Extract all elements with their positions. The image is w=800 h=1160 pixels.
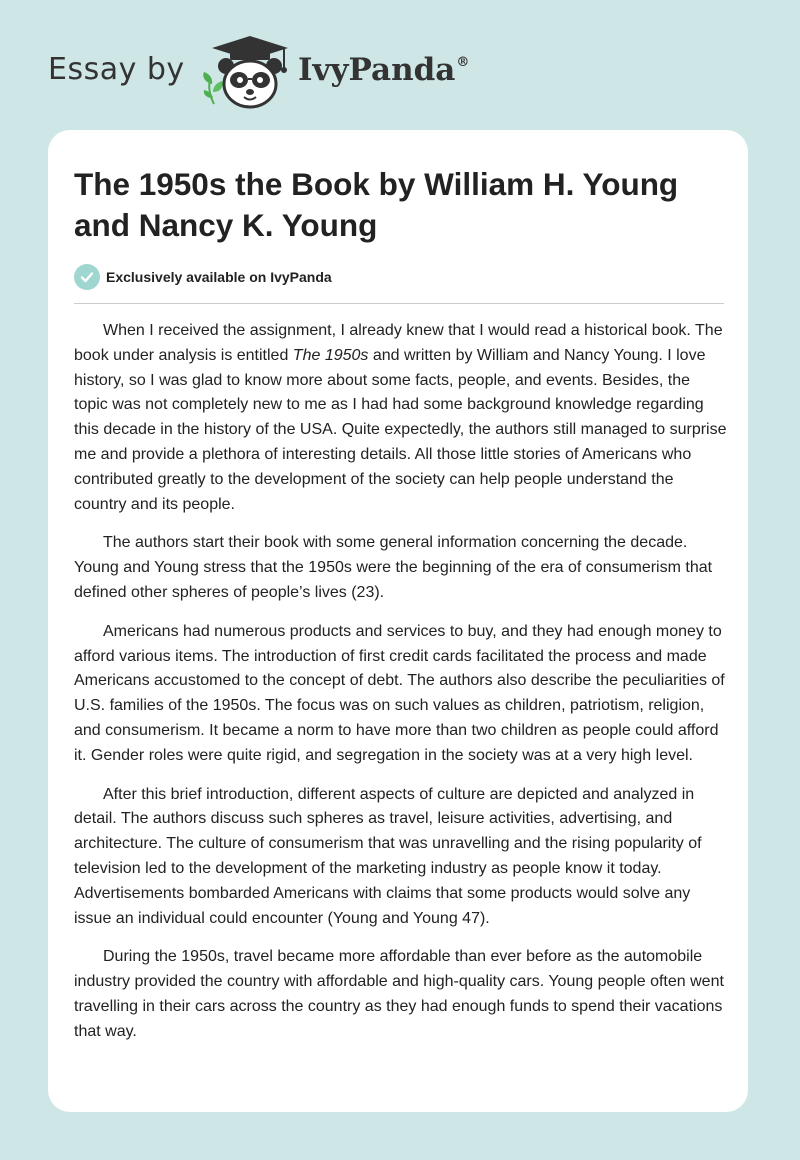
site-header xyxy=(0,0,800,120)
exclusive-badge xyxy=(74,264,332,290)
paragraph-text: When I received the assignment, I already knew that I would read a historical book. The book under analysis is entitled xyxy=(74,322,723,364)
paragraph: During the 1950s, travel became more affordable than ever before as the automobile industry provided the country with affordable and high-quality cars. Young people often went travelling in their cars across the country as they had enough funds to spend their vacations that way. xyxy=(74,948,724,1040)
page-title: The 1950s the Book by William H. Young and Nancy K. Young xyxy=(74,166,679,243)
essay-by-label: Essay by xyxy=(48,52,185,87)
exclusive-badge-label: Exclusively available on IvyPanda xyxy=(106,269,332,285)
brand-name: IvyPanda xyxy=(298,52,456,88)
panda-graduate-logo-icon[interactable] xyxy=(200,34,296,110)
paragraph xyxy=(74,319,728,517)
registered-mark: ® xyxy=(456,55,470,70)
check-circle-icon xyxy=(74,264,100,290)
essay-body xyxy=(74,319,728,1059)
paragraph: The authors start their book with some general information concerning the decade. Young and Young stress that the 1950s were the beginning of the era of consumerism that defined other spheres of people’s lives (23). xyxy=(74,534,713,601)
essay-card xyxy=(48,130,748,1112)
paragraph: After this brief introduction, different aspects of culture are depicted and analyzed in detail. The authors discuss such spheres as travel, leisure activities, advertising, and architecture. The culture of consumerism that was unravelling and the rising popularity of television led to the development of the marketing industry as people know it today. Advertisements bombarded Americans with claims that some products would solve any issue an individual could encounter (Young and Young 47). xyxy=(74,785,702,927)
divider xyxy=(74,303,724,304)
book-title: The 1950s xyxy=(292,346,369,364)
brand-wordmark[interactable] xyxy=(298,52,469,88)
paragraph-text: and written by William and Nancy Young. I love history, so I was glad to know more about some facts, people, and events. Besides, the topic was not completely new to me as I had had some background knowledge regarding this decade in the history of the USA. Quite expectedly, the authors still managed to surprise me and provide a plethora of interesting details. All those little stories of Americans who contributed greatly to the development of the society can help people understand the country and its people. xyxy=(74,346,727,513)
paragraph: Americans had numerous products and services to buy, and they had enough money to afford various items. The introduction of first credit cards facilitated the process and made Americans accustomed to the concept of debt. The authors also describe the peculiarities of U.S. families of the 1950s. The focus was on such values as children, patriotism, religion, and consumerism. It became a norm to have more than two children as people could afford it. Gender roles were quite rigid, and segregation in the society was at a very high level. xyxy=(74,622,725,764)
